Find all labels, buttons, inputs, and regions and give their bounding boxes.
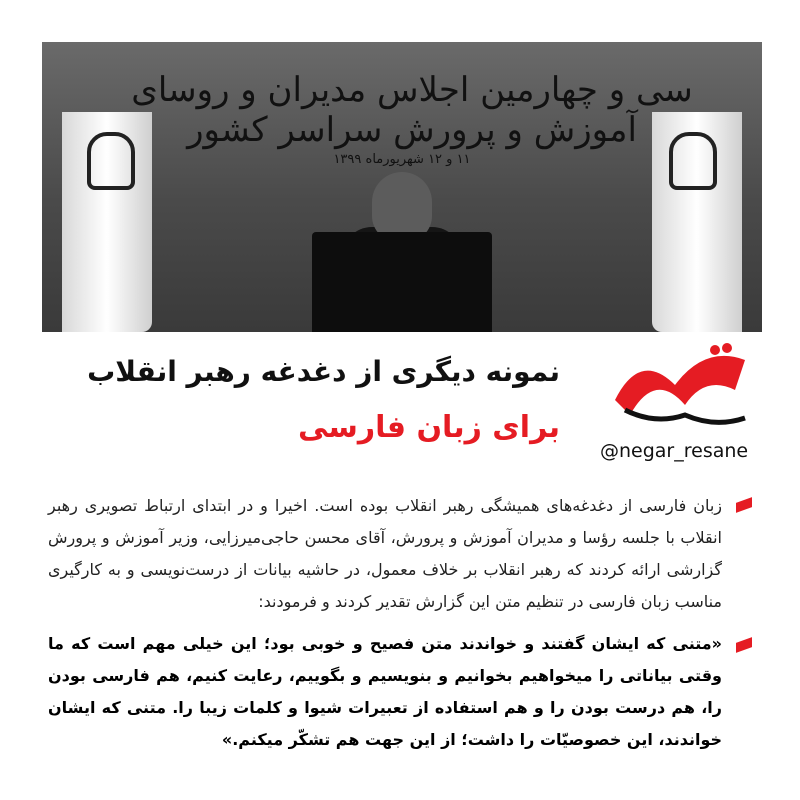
- social-handle: @negar_resane: [600, 440, 749, 462]
- bullet-marker-icon: [736, 497, 752, 513]
- negar-logo: [595, 330, 760, 440]
- banner-date: ۱۱ و ۱۲ شهریورماه ۱۳۹۹: [333, 152, 471, 167]
- quote-paragraph: «متنی که ایشان گفتند و خواندند متن فصیح و خوبی بود؛ این خیلی مهم است که ما وقتی بیاناتی را میخواهیم بخوانیم و بنویسیم و بگوییم، رعایت کنیم، هم فارسی بودن را، هم درست بودن را و هم استفاده از تعبیرات شیوا و کلمات زیبا را. متنی که ایشان خواندند، این خصوصیّات را داشت؛ از این جهت هم تشکّر میکنم.»: [48, 634, 722, 749]
- headline-sub: برای زبان فارسی: [297, 410, 560, 445]
- intro-paragraph: زبان فارسی از دغدغه‌های همیشگی رهبر انقلاب بوده است. اخیرا و در ابتدای ارتباط تصویری رهبر انقلاب با جلسه رؤسا و مدیران آموزش و پرورش، آقای محسن حاجی‌میرزایی، وزیر آموزش و پرورش گزارشی ارائه کردند که رهبر انقلاب بر خلاف معمول، در حاشیه بیانات از درست‌نویسی و به کارگیری مناسب زبان فارسی در تنظیم متن این گزارش تقدیر کردند و فرمودند:: [48, 496, 722, 611]
- quote-marker-icon: [736, 637, 752, 653]
- event-photo: [42, 42, 762, 332]
- banner-title: سی و چهارمین اجلاس مدیران و روسای آموزش و پرورش سراسر کشور: [131, 70, 693, 150]
- podium: [312, 232, 492, 332]
- headline-main: نمونه دیگری از دغدغه رهبر انقلاب: [87, 355, 560, 388]
